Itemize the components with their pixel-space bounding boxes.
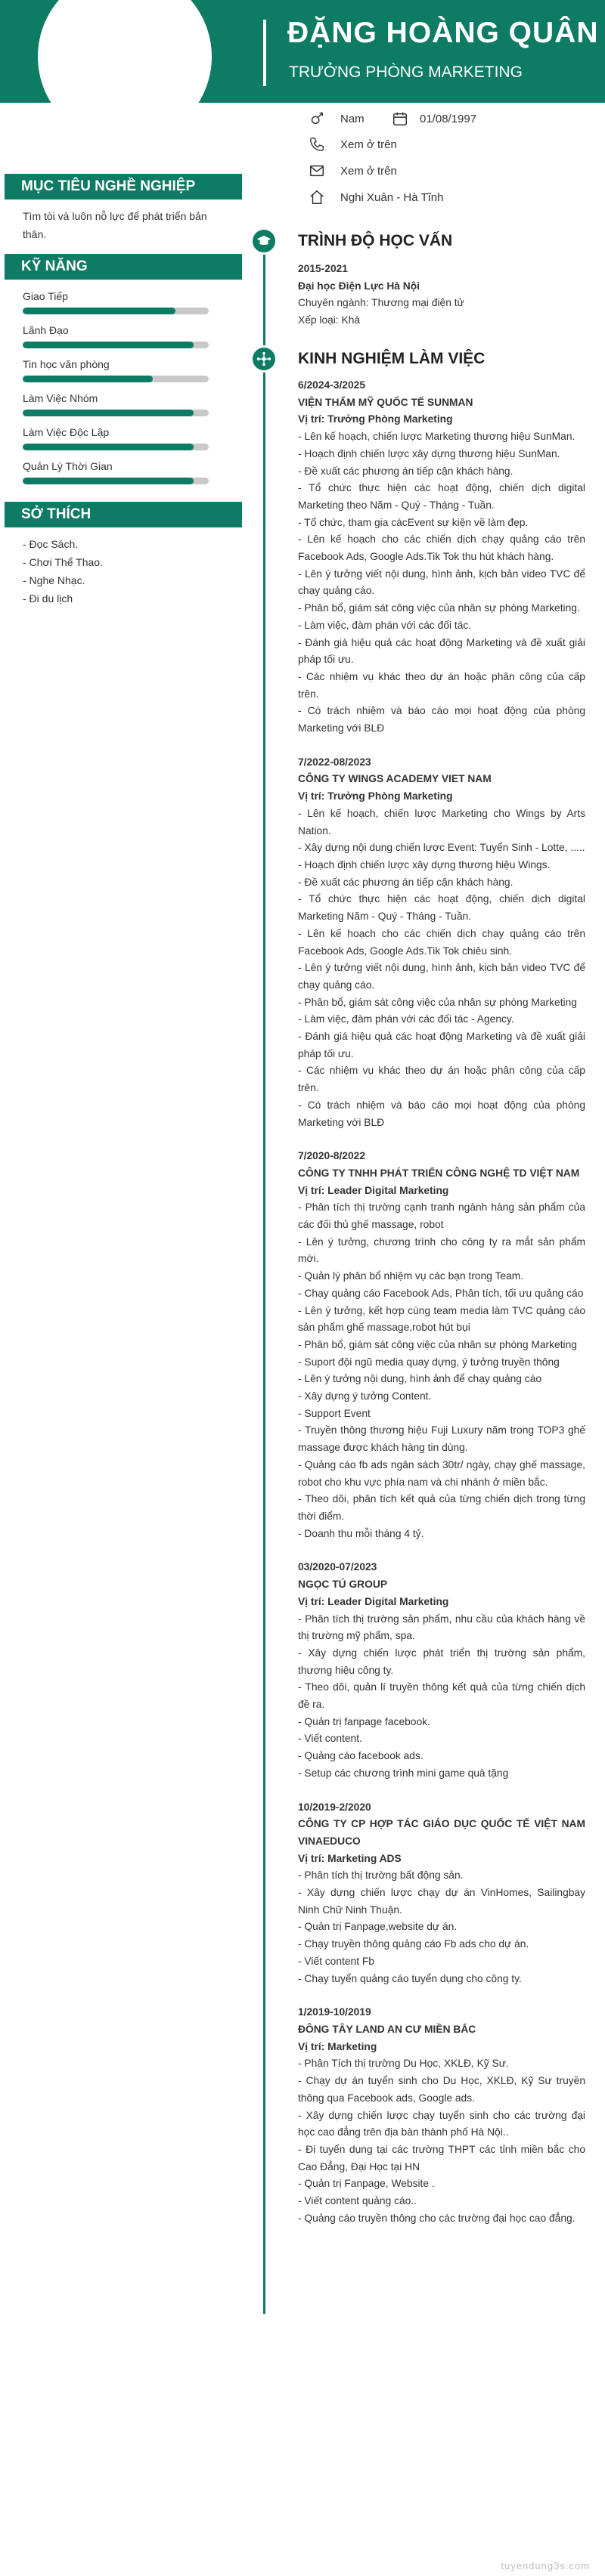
job-position: Vị trí: Marketing	[298, 2040, 377, 2052]
hobby-item: - Đi du lịch	[23, 592, 73, 605]
sidebar	[0, 174, 227, 608]
job-duty: - Xây dựng ý tưởng Content.	[298, 1390, 432, 1402]
job-duty: - Xây dựng chiến lược chạy tuyển sinh cho các trường đại học cao đẳng trên địa bàn thành phố Hà Nội..	[298, 2109, 585, 2138]
skill-name: Làm Việc Độc Lập	[23, 426, 110, 438]
skill-name: Lãnh Đạo	[23, 324, 69, 336]
job-duty: - Xây dựng chiến lược chạy dự án VinHomes, Sailingbay Ninh Chữ Ninh Thuận.	[298, 1887, 585, 1916]
network-icon	[256, 351, 272, 367]
job-duty: - Hoạch định chiến lược xây dựng thương hiệu Wings.	[298, 858, 551, 871]
job-period: 6/2024-3/2025	[298, 379, 365, 391]
job-duty: - Tổ chức, tham gia cácEvent sự kiện về làm đẹp.	[298, 516, 529, 528]
education-major: Chuyên ngành: Thương mại điện tử	[298, 297, 464, 309]
job-position: Vị trí: Trưởng Phòng Marketing	[298, 790, 453, 802]
job-duty: - Quản lý phân bổ nhiệm vụ các bạn trong Team.	[298, 1270, 524, 1282]
skill-bar-track	[23, 308, 209, 314]
skill-item	[23, 286, 212, 320]
education-badge	[250, 227, 278, 255]
experience-badge	[250, 345, 278, 373]
job-duty: - Có trách nhiệm và báo cáo mọi hoạt động của phòng Marketing với BLĐ	[298, 705, 585, 734]
skills-heading: KỸ NĂNG	[5, 254, 242, 280]
education-period: 2015-2021	[298, 263, 348, 274]
job-duty: - Quảng cáo truyền thông cho các trường đại học cao đẳng.	[298, 2212, 576, 2224]
job-company: NGỌC TÚ GROUP	[298, 1579, 388, 1591]
job-company: CÔNG TY WINGS ACADEMY VIET NAM	[298, 773, 492, 785]
job-entry	[298, 2004, 585, 2227]
skill-bar-fill	[23, 376, 153, 382]
dob-value: 01/08/1997	[420, 113, 477, 125]
calendar-icon	[392, 110, 408, 127]
hobby-item: - Nghe Nhạc.	[23, 574, 85, 586]
address-value: Nghi Xuân - Hà Tĩnh	[340, 191, 444, 204]
job-entry	[298, 1799, 585, 1988]
job-duty: - Lên ý tưởng nội dung, hình ảnh để chạy quảng cáo	[298, 1373, 542, 1385]
job-company: VIỆN THẨM MỸ QUỐC TẾ SUNMAN	[298, 396, 473, 408]
job-duty: - Support Event	[298, 1407, 371, 1419]
phone-icon	[309, 136, 325, 153]
skill-name: Tin học văn phòng	[23, 358, 110, 370]
objective-text: Tìm tòi và luôn nỗ lực để phát triển bản thân.	[23, 210, 207, 240]
job-duty: - Phân bổ, giám sát công việc của nhân sự phòng Marketing	[298, 1338, 577, 1350]
job-duty: - Lên kế hoạch cho các chiến dịch chạy quảng cáo trên Facebook Ads, Google Ads.Tik Tok thu hút khách hàng.	[298, 533, 585, 563]
skill-bar-track	[23, 478, 209, 484]
header-divider	[263, 20, 266, 86]
job-duty: - Phân tích thị trường bất động sản.	[298, 1869, 464, 1882]
job-duty: - Lên kế hoạch, chiến lược Marketing thương hiệu SunMan.	[298, 431, 576, 443]
education-grade: Xếp loại: Khá	[298, 314, 361, 326]
job-duty: - Tổ chức thực hiện các hoạt động, chiến dịch digital Marketing theo Năm - Quý - Tháng - Tuần.	[298, 482, 585, 511]
job-entry	[298, 754, 585, 1131]
skill-bar-fill	[23, 410, 194, 416]
job-duty: - Hoạch định chiến lược xây dựng thương hiệu SunMan.	[298, 447, 560, 459]
skill-item	[23, 320, 212, 354]
job-position: Vị trí: Leader Digital Marketing	[298, 1595, 449, 1607]
job-duty: - Truyền thông thương hiệu Fuji Luxury năm trong TOP3 ghế massage được khách hàng tin dùng.	[298, 1424, 585, 1454]
graduation-icon	[256, 233, 272, 249]
job-duty: - Phân tích thị trường sản phẩm, nhu cầu của khách hàng về thị trường mỹ phẩm, spa.	[298, 1613, 585, 1642]
candidate-name: ĐẶNG HOÀNG QUÂN	[287, 17, 599, 49]
job-duty: - Lên ý tưởng viết nội dung, hình ảnh, kịch bản video TVC để chạy quảng cáo.	[298, 962, 585, 991]
hobbies-heading: SỞ THÍCH	[5, 502, 242, 527]
job-duty: - Suport đội ngũ media quay dựng, ý tưởng truyền thông	[298, 1356, 560, 1368]
skill-item	[23, 456, 212, 490]
job-position: Vị trí: Leader Digital Marketing	[298, 1184, 449, 1196]
gender-icon	[309, 110, 325, 127]
job-duty: - Quản trị Fanpage,website dự án.	[298, 1921, 458, 1933]
job-duty: - Phân tích thị trường cạnh tranh ngành hàng sản phẩm của các đối thủ ghế massage, robot	[298, 1201, 585, 1231]
job-position: Vị trí: Trưởng Phòng Marketing	[298, 413, 453, 425]
job-period: 7/2022-08/2023	[298, 756, 371, 768]
hobbies-list	[0, 535, 227, 608]
skill-item	[23, 388, 212, 422]
timeline-line	[263, 243, 265, 2314]
job-duty: - Các nhiệm vụ khác theo dự án hoặc phân công của cấp trên.	[298, 670, 585, 700]
job-company: CÔNG TY TNHH PHÁT TRIỂN CÔNG NGHỆ TD VIỆT NAM	[298, 1167, 580, 1179]
objective-heading: MỤC TIÊU NGHỀ NGHIỆP	[5, 174, 242, 199]
job-duty: - Phân Tích thị trường Du Học, XKLĐ, Kỹ Sư.	[298, 2058, 509, 2070]
job-duty: - Viết content Fb	[298, 1955, 374, 1967]
job-duty: - Các nhiệm vụ khác theo dự án hoặc phân công của cấp trên.	[298, 1065, 585, 1094]
skill-bar-fill	[23, 342, 194, 348]
job-duty: - Theo dõi, phân tích kết quả của từng chiến dịch trong từng thời điểm.	[298, 1493, 585, 1522]
job-duty: - Đánh giá hiệu quả các hoạt động Marketing và đề xuất giải pháp tối ưu.	[298, 1031, 585, 1059]
home-icon	[309, 189, 325, 206]
job-period: 03/2020-07/2023	[298, 1561, 377, 1573]
education-school: Đại học Điện Lực Hà Nội	[298, 280, 420, 292]
job-duty: - Lên ý tưởng, chương trình cho công ty ra mắt sản phẩm mới.	[298, 1235, 585, 1265]
skill-item	[23, 422, 212, 456]
job-duty: - Setup các chương trình mini game quà tặng	[298, 1767, 509, 1779]
avatar	[38, 0, 212, 144]
job-duty: - Quản trị Fanpage, Website .	[298, 2178, 435, 2190]
experience-heading: KINH NGHIỆM LÀM VIỆC	[298, 350, 486, 367]
job-duty: - Đề xuất các phương án tiếp cận khách hàng.	[298, 876, 513, 888]
job-company: CÔNG TY CP HỢP TÁC GIÁO DỤC QUỐC TẾ VIỆT NAM VINAEDUCO	[298, 1818, 585, 1847]
skill-name: Làm Việc Nhóm	[23, 392, 98, 404]
skill-name: Quản Lý Thời Gian	[23, 460, 113, 472]
hobby-item: - Chơi Thể Thao.	[23, 556, 103, 568]
hobby-item: - Đọc Sách.	[23, 538, 79, 550]
job-duty: - Có trách nhiệm và báo cáo mọi hoạt động của phòng Marketing với BLĐ	[298, 1099, 585, 1128]
job-period: 7/2020-8/2022	[298, 1150, 365, 1162]
job-duty: - Quảng cáo fb ads ngân sách 30tr/ ngày, chạy ghế massage, robot cho khu vực phía nam và chi nhánh ở miền bắc.	[298, 1458, 585, 1488]
education-heading: TRÌNH ĐỘ HỌC VẤN	[298, 232, 453, 249]
phone-value: Xem ở trên	[340, 138, 397, 151]
skill-bar-track	[23, 342, 209, 348]
skill-bar-fill	[23, 478, 194, 484]
job-duty: - Xây dựng nội dung chiến lược Event: Tuyển Sinh - Lotte, .....	[298, 842, 585, 854]
job-duty: - Chạy quảng cáo Facebook Ads, Phân tích, tối ưu quảng cáo	[298, 1287, 584, 1299]
job-entry	[298, 377, 585, 738]
skill-bar-track	[23, 376, 209, 382]
job-entry	[298, 1559, 585, 1782]
job-duty: - Xây dựng chiến lược phát triển thị trường sản phẩm, thương hiệu công ty.	[298, 1647, 585, 1676]
job-duty: - Doanh thu mỗi tháng 4 tỷ.	[298, 1527, 424, 1539]
job-duty: - Lên ý tưởng viết nội dung, hình ảnh, kịch bản video TVC để chạy quảng cáo.	[298, 567, 585, 597]
job-duty: - Lên kế hoạch, chiến lược Marketing cho Wings by Arts Nation.	[298, 807, 585, 837]
job-duty: - Tổ chức thực hiện các hoạt động, chiến dịch digital Marketing Năm - Quý - Tháng - Tuần.	[298, 893, 585, 923]
job-duty: - Làm việc, đàm phán với các đối tác.	[298, 619, 472, 631]
job-duty: - Quảng cáo facebook ads.	[298, 1750, 424, 1762]
skill-bar-track	[23, 444, 209, 450]
job-duty: - Chạy dự án tuyển sinh cho Du Học, XKLĐ, Kỹ Sư truyền thông qua Facebook ads, Google ads.	[298, 2075, 585, 2104]
watermark: tuyendung3s.com	[501, 2560, 590, 2571]
job-company: ĐÔNG TÂY LAND AN CƯ MIỀN BẮC	[298, 2023, 476, 2035]
job-duty: - Đánh giá hiệu quả các hoạt động Marketing và đề xuất giải pháp tối ưu.	[298, 636, 585, 666]
job-period: 1/2019-10/2019	[298, 2006, 371, 2018]
skill-bar-fill	[23, 308, 175, 314]
job-entry	[298, 1148, 585, 1542]
skill-item	[23, 354, 212, 388]
job-duty: - Đi tuyển dụng tại các trường THPT các tỉnh miền bắc cho Cao Đẳng, Đại Học tại HN	[298, 2143, 585, 2172]
job-position: Vị trí: Marketing ADS	[298, 1852, 402, 1864]
job-duty: - Đề xuất các phương án tiếp cận khách hàng.	[298, 465, 513, 477]
skill-bar-fill	[23, 444, 194, 450]
experience-list	[298, 377, 585, 2227]
job-duty: - Phân bổ, giám sát công việc của nhân sự phòng Marketing.	[298, 602, 580, 614]
job-duty: - Viết content.	[298, 1733, 362, 1745]
job-duty: - Theo dõi, quản lí truyền thông kết quả của từng chiến dịch đề ra.	[298, 1681, 585, 1711]
skill-name: Giao Tiếp	[23, 290, 68, 302]
skill-bar-track	[23, 410, 209, 416]
job-period: 10/2019-2/2020	[298, 1801, 371, 1813]
job-duty: - Lên kế hoạch cho các chiến dịch chạy quảng cáo trên Facebook Ads, Google Ads.Tik Tok chiêu sinh.	[298, 927, 585, 957]
job-duty: - Quản trị fanpage facebook.	[298, 1715, 430, 1727]
job-duty: - Chạy tuyển quảng cáo tuyển dụng cho công ty.	[298, 1972, 522, 1984]
email-icon	[309, 162, 325, 179]
gender-value: Nam	[340, 113, 365, 125]
job-duty: - Phân bổ, giám sát công việc của nhân sự phòng Marketing	[298, 996, 577, 1008]
job-duty: - Chạy truyền thông quảng cáo Fb ads cho dự án.	[298, 1938, 529, 1950]
job-duty: - Làm việc, đàm phán với các đối tác - Agency.	[298, 1013, 514, 1025]
job-duty: - Lên ý tưởng, kết hợp cùng team media làm TVC quảng cáo sản phẩm ghế massage,robot hút bụi	[298, 1304, 585, 1334]
email-value: Xem ở trên	[340, 165, 397, 178]
skills-list	[0, 286, 227, 490]
candidate-title: TRƯỞNG PHÒNG MARKETING	[289, 63, 523, 81]
job-duty: - Viết content quảng cáo..	[298, 2195, 417, 2207]
